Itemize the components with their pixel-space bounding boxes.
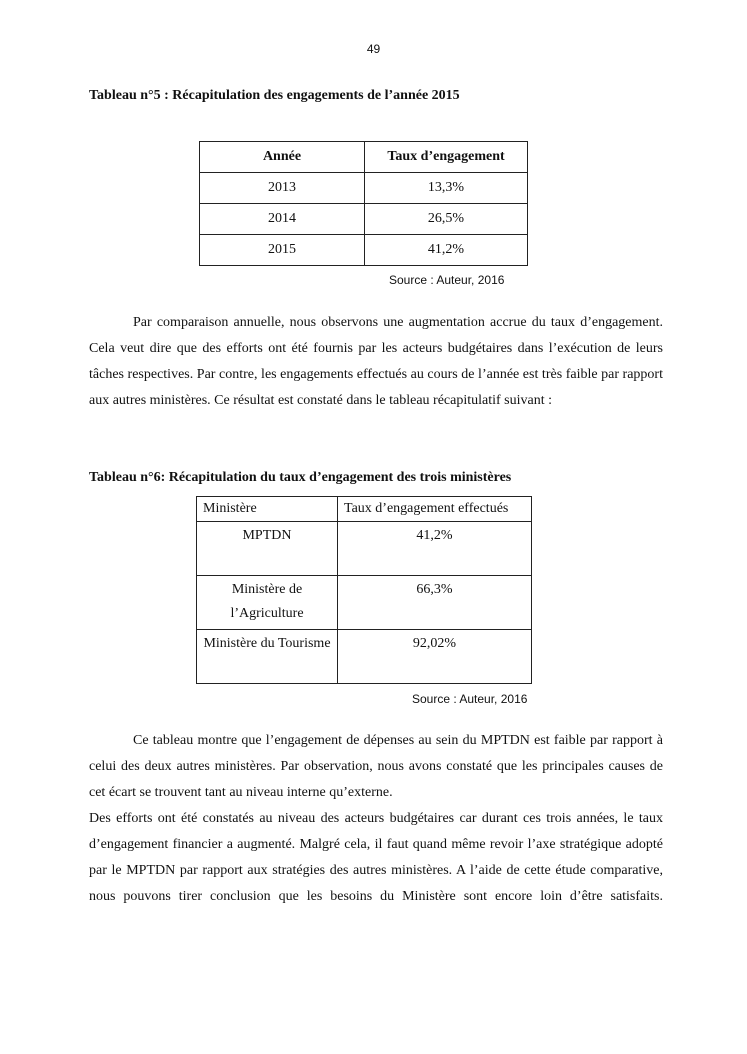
- table-row: [200, 204, 528, 235]
- table6-source: Source : Auteur, 2016: [412, 692, 528, 706]
- table6-caption: Tableau n°6: Récapitulation du taux d’engagement des trois ministères: [89, 470, 512, 485]
- table-row: [197, 576, 532, 630]
- table5-caption: Tableau n°5 : Récapitulation des engagements de l’année 2015: [89, 88, 460, 103]
- paragraph: Par comparaison annuelle, nous observons une augmentation accrue du taux d’engagement. Cela veut dire que des efforts ont été fournis par les acteurs budgétaires dans l’exécution de leurs tâches respectives. Par contre, les engagements effectués au cours de l’année est très faible par rapport aux autres ministères. Ce résultat est constaté dans le tableau récapitulatif suivant :: [89, 315, 663, 408]
- table-cell: MPTDN: [197, 522, 338, 576]
- table-cell: 13,3%: [365, 173, 528, 204]
- paragraph: Des efforts ont été constatés au niveau des acteurs budgétaires car durant ces trois années, le taux d’engagement financier a augmenté. Malgré cela, il faut quand même revoir l’axe stratégique adopté par le MPTDN par rapport aux stratégies des autres ministères. A l’aide de cette étude comparative, nous pouvons tirer conclusion que les besoins du Ministère sont encore loin d’être satisfaits.: [89, 811, 663, 904]
- table-header-cell: Ministère: [197, 497, 338, 522]
- paragraph: Ce tableau montre que l’engagement de dépenses au sein du MPTDN est faible par rapport à celui des deux autres ministères. Par observation, nous avons constaté que les principales causes de cet écart se trouvent tant au niveau interne qu’externe.: [89, 733, 663, 800]
- table-cell: 41,2%: [365, 235, 528, 266]
- table5: [199, 141, 528, 266]
- table-header-cell: Taux d’engagement effectués: [338, 497, 532, 522]
- table-cell: 2013: [200, 173, 365, 204]
- table-header-row: [200, 142, 528, 173]
- table-row: [197, 630, 532, 684]
- table-cell: 2015: [200, 235, 365, 266]
- table-cell: 2014: [200, 204, 365, 235]
- table-cell: 92,02%: [338, 630, 532, 684]
- table-cell: 26,5%: [365, 204, 528, 235]
- table-row: [197, 522, 532, 576]
- page-number: 49: [366, 42, 381, 56]
- table-row: [200, 173, 528, 204]
- table-header-row: [197, 497, 532, 522]
- table-cell: 66,3%: [338, 576, 532, 630]
- table-cell: Ministère du Tourisme: [197, 630, 338, 684]
- table-cell: 41,2%: [338, 522, 532, 576]
- table-row: [200, 235, 528, 266]
- table6: [196, 496, 532, 684]
- table-cell: Ministère de l’Agriculture: [197, 576, 338, 630]
- table-header-cell: Année: [200, 142, 365, 173]
- table-header-cell: Taux d’engagement: [365, 142, 528, 173]
- table5-source: Source : Auteur, 2016: [389, 273, 505, 287]
